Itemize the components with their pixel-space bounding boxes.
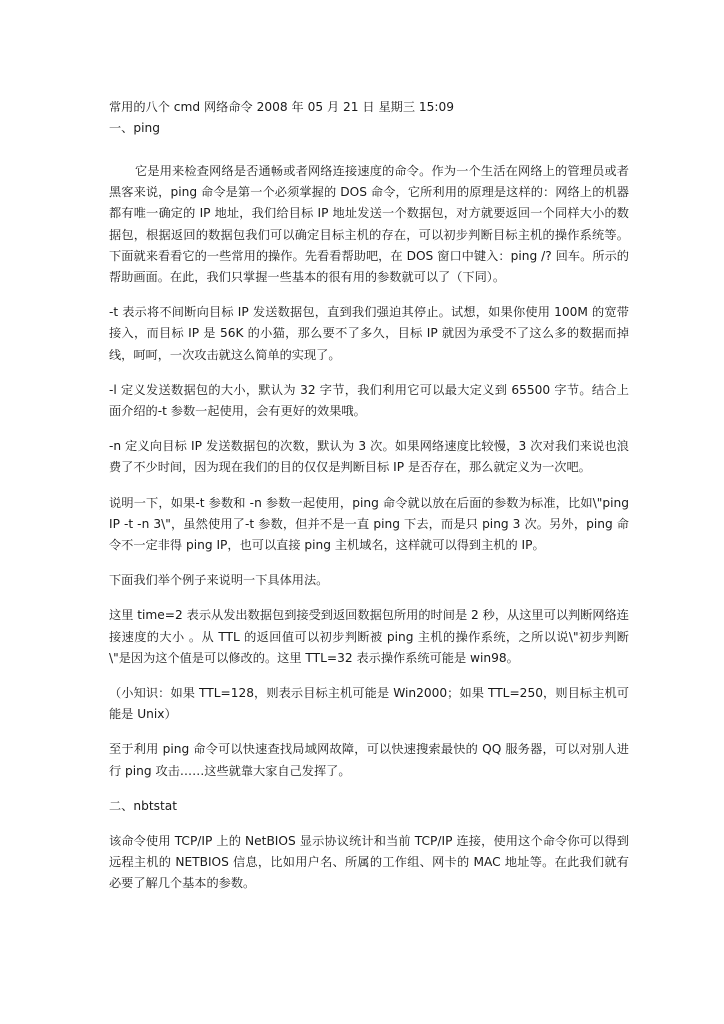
paragraph-tip-ttl: （小知识：如果 TTL=128，则表示目标主机可能是 Win2000；如果 TTL=250，则目标主机可能是 Unix） <box>109 686 629 722</box>
document-page <box>109 97 629 894</box>
section-title-ping: 一、ping <box>109 121 160 135</box>
paragraph-ping-intro: 它是用来检查网络是否通畅或者网络连接速度的命令。作为一个生活在网络上的管理员或者黑客来说，ping 命令是第一个必须掌握的 DOS 命令，它所利用的原理是这样的：网络上的机器都有唯一确定的 IP 地址，我们给目标 IP 地址发送一个数据包，对方就要返回一个同样大小的数据包，根据返回的数据包我们可以确定目标主机的存在，可以初步判断目标主机的操作系统等。下面就来看看它的一些常用的操作。先看看帮助吧，在 DOS 窗口中键入：ping /? 回车。所示的帮助画面。在此，我们只掌握一些基本的很有用的参数就可以了（下同）。 <box>109 164 629 285</box>
paragraph-param-t: -t 表示将不间断向目标 IP 发送数据包，直到我们强迫其停止。试想，如果你使用 100M 的宽带接入，而目标 IP 是 56K 的小猫，那么要不了多久，目标 IP 就因为承受不了这么多的数据而掉线，呵呵，一次攻击就这么简单的实现了。 <box>109 305 629 362</box>
paragraph-param-l: -l 定义发送数据包的大小，默认为 32 字节，我们利用它可以最大定义到 65500 字节。结合上面介绍的-t 参数一起使用，会有更好的效果哦。 <box>109 382 629 419</box>
paragraph-param-n: -n 定义向目标 IP 发送数据包的次数，默认为 3 次。如果网络速度比较慢，3 次对我们来说也浪费了不少时间，因为现在我们的目的仅仅是判断目标 IP 是否存在，那么就定义为一次吧。 <box>109 439 629 475</box>
section-title-nbtstat: 二、nbtstat <box>109 798 177 813</box>
paragraph-ping-uses: 至于利用 ping 命令可以快速查找局域网故障，可以快速搜索最快的 QQ 服务器，可以对别人进行 ping 攻击……这些就靠大家自己发挥了。 <box>109 742 629 778</box>
paragraph-combined-params: 说明一下，如果-t 参数和 -n 参数一起使用，ping 命令就以放在后面的参数为标准，比如\"ping IP -t -n 3\"，虽然使用了-t 参数，但并不是一直 ping 下去，而是只 ping 3 次。另外，ping 命令不一定非得 ping IP，也可以直接 ping 主机域名，这样就可以得到主机的 IP。 <box>109 495 629 553</box>
paragraph-nbtstat-intro: 该命令使用 TCP/IP 上的 NetBIOS 显示协议统计和当前 TCP/IP 连接，使用这个命令你可以得到远程主机的 NETBIOS 信息，比如用户名、所属的工作组、网卡的 MAC 地址等。在此我们就有必要了解几个基本的参数。 <box>109 833 629 891</box>
paragraph-example-intro: 下面我们举个例子来说明一下具体用法。 <box>109 573 329 588</box>
document-header-line: 常用的八个 cmd 网络命令 2008 年 05 月 21 日 星期三 15:09 <box>109 100 455 114</box>
paragraph-ttl-explanation: 这里 time=2 表示从发出数据包到接受到返回数据包所用的时间是 2 秒，从这里可以判断网络连接速度的大小 。从 TTL 的返回值可以初步判断被 ping 主机的操作系统，之所以说\"初步判断\"是因为这个值是可以修改的。这里 TTL=32 表示操作系统可能是 win98。 <box>109 608 629 665</box>
